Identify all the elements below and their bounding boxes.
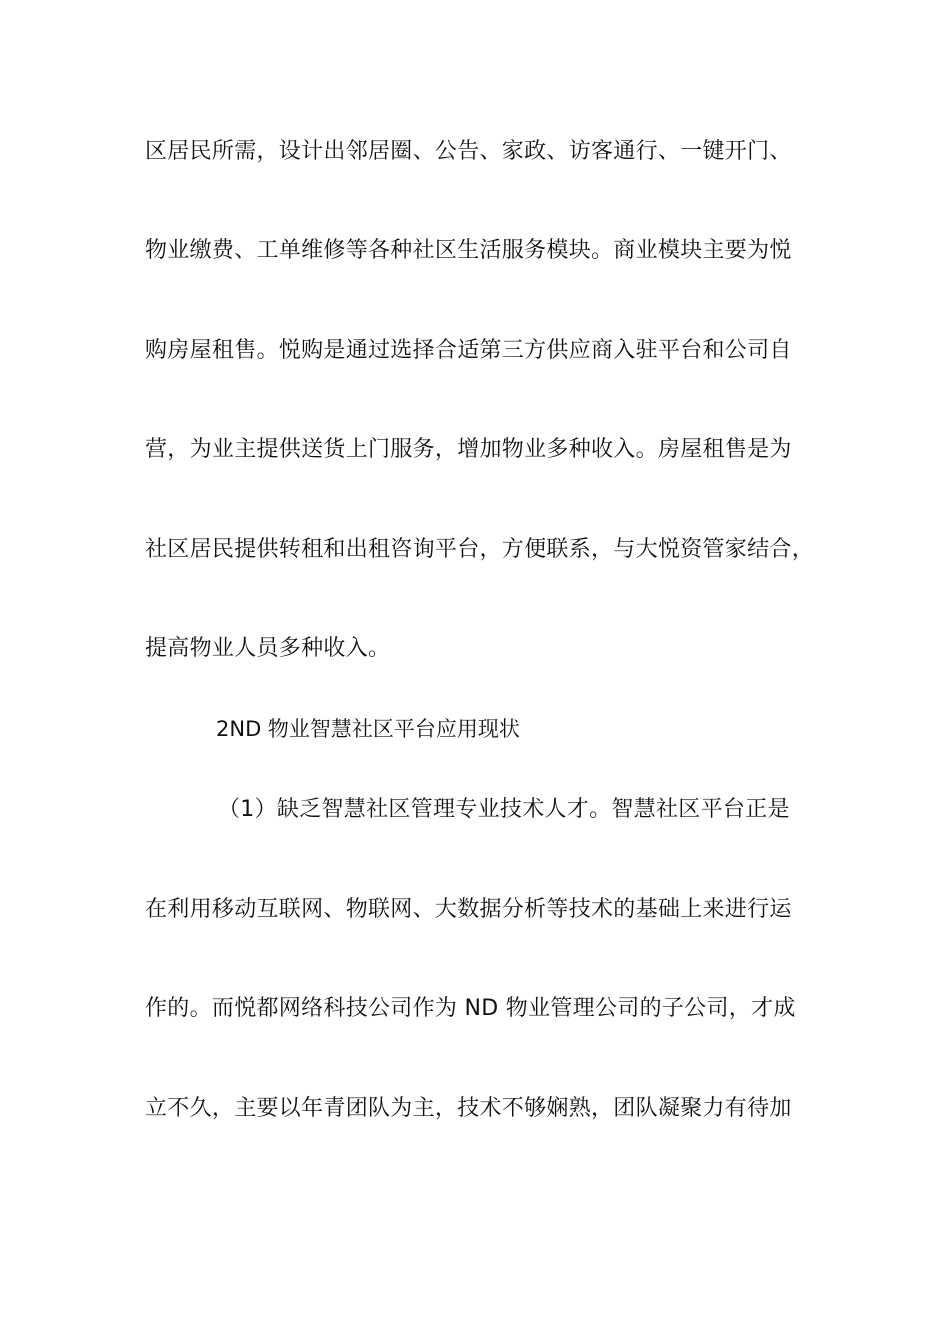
paragraph-2-line-1: （1）缺乏智慧社区管理专业技术人才。智慧社区平台正是 bbox=[218, 797, 790, 822]
paragraph-1-line-1: 区居民所需，设计出邻居圈、公告、家政、访客通行、一键开门、 bbox=[145, 139, 792, 164]
paragraph-1-line-4: 营，为业主提供送货上门服务，增加物业多种收入。房屋租售是为 bbox=[145, 437, 792, 462]
paragraph-2-line-2: 在利用移动互联网、物联网、大数据分析等技术的基础上来进行运 bbox=[145, 897, 792, 922]
section-heading: 2ND 物业智慧社区平台应用现状 bbox=[216, 717, 520, 741]
paragraph-1-line-3: 购房屋租售。悦购是通过选择合适第三方供应商入驻平台和公司自 bbox=[145, 338, 792, 363]
paragraph-2-line-4: 立不久，主要以年青团队为主，技术不够娴熟，团队凝聚力有待加 bbox=[145, 1096, 792, 1121]
paragraph-1-line-6: 提高物业人员多种收入。 bbox=[145, 636, 391, 661]
paragraph-2-line-3: 作的。而悦都网络科技公司作为 ND 物业管理公司的子公司，才成 bbox=[145, 996, 796, 1021]
paragraph-1-line-2: 物业缴费、工单维修等各种社区生活服务模块。商业模块主要为悦 bbox=[145, 238, 792, 263]
paragraph-1-line-5: 社区居民提供转租和出租咨询平台，方便联系，与大悦资管家结合， bbox=[145, 537, 815, 562]
